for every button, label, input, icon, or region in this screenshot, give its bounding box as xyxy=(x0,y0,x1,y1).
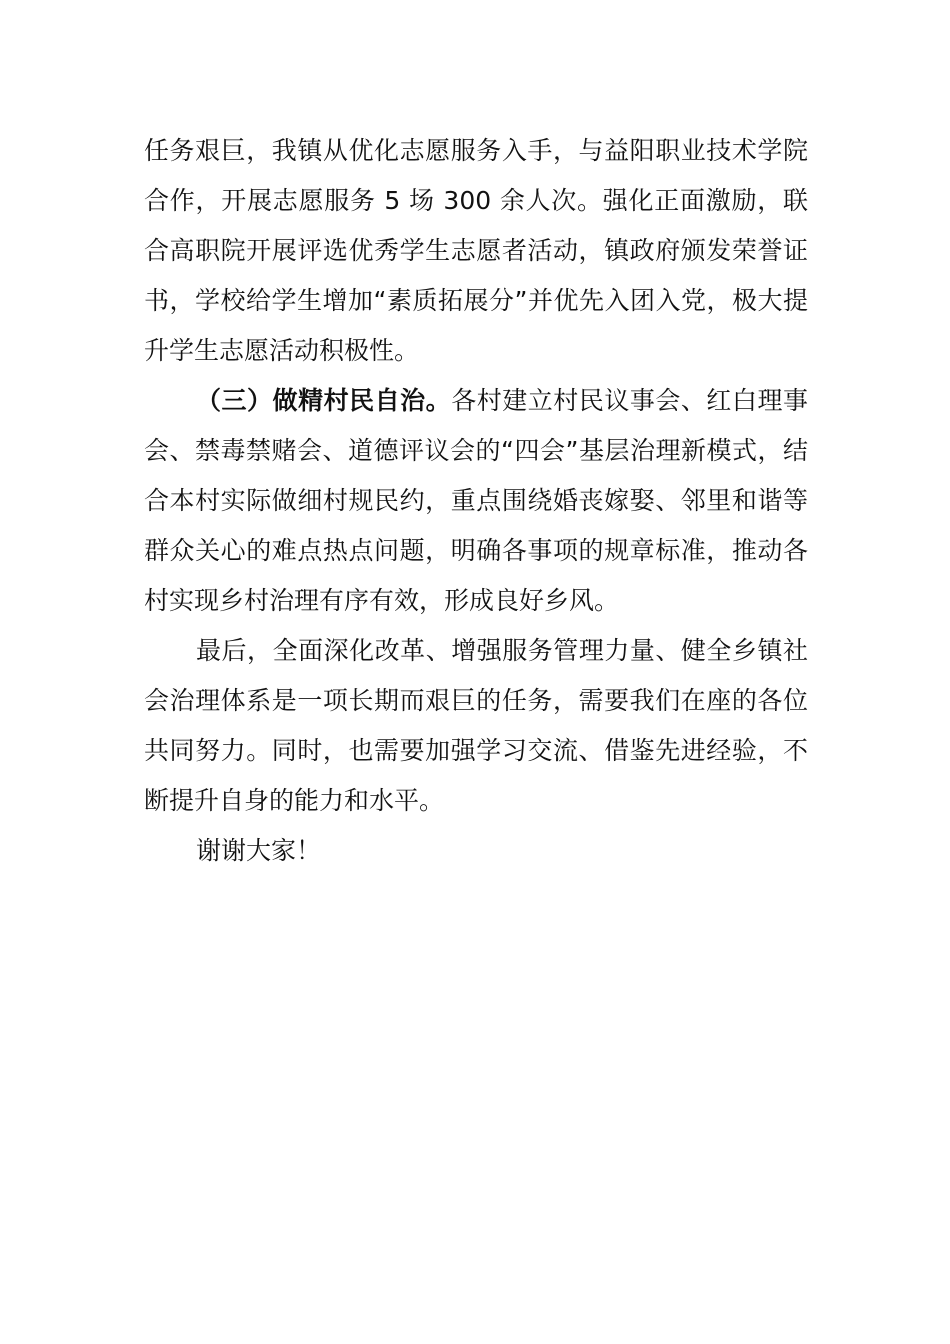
section-body: 各村建立村民议事会、红白理事会、禁毒禁赌会、道德评议会的“四会”基层治理新模式，结合本村实际做细村规民约，重点围绕婚丧嫁娶、邻里和谐等群众关心的难点热点问题，明确各事项的规章标准，推动各村实现乡村治理有序有效，形成良好乡风。 xyxy=(144,386,808,615)
paragraph-thanks: 谢谢大家！ xyxy=(196,836,322,865)
paragraph-conclusion: 最后，全面深化改革、增强服务管理力量、健全乡镇社会治理体系是一项长期而艰巨的任务，需要我们在座的各位共同努力。同时，也需要加强学习交流、借鉴先进经验，不断提升自身的能力和水平。 xyxy=(144,636,808,815)
paragraph-village-autonomy xyxy=(144,376,808,626)
section-heading: （三）做精村民自治。 xyxy=(196,386,452,415)
paragraph-continuation: 任务艰巨，我镇从优化志愿服务入手，与益阳职业技术学院合作，开展志愿服务 5 场 300 余人次。强化正面激励，联合高职院开展评选优秀学生志愿者活动，镇政府颁发荣誉证书，学校给学生增加“素质拓展分”并优先入团入党，极大提升学生志愿活动积极性。 xyxy=(144,136,808,365)
document-body xyxy=(144,126,808,876)
